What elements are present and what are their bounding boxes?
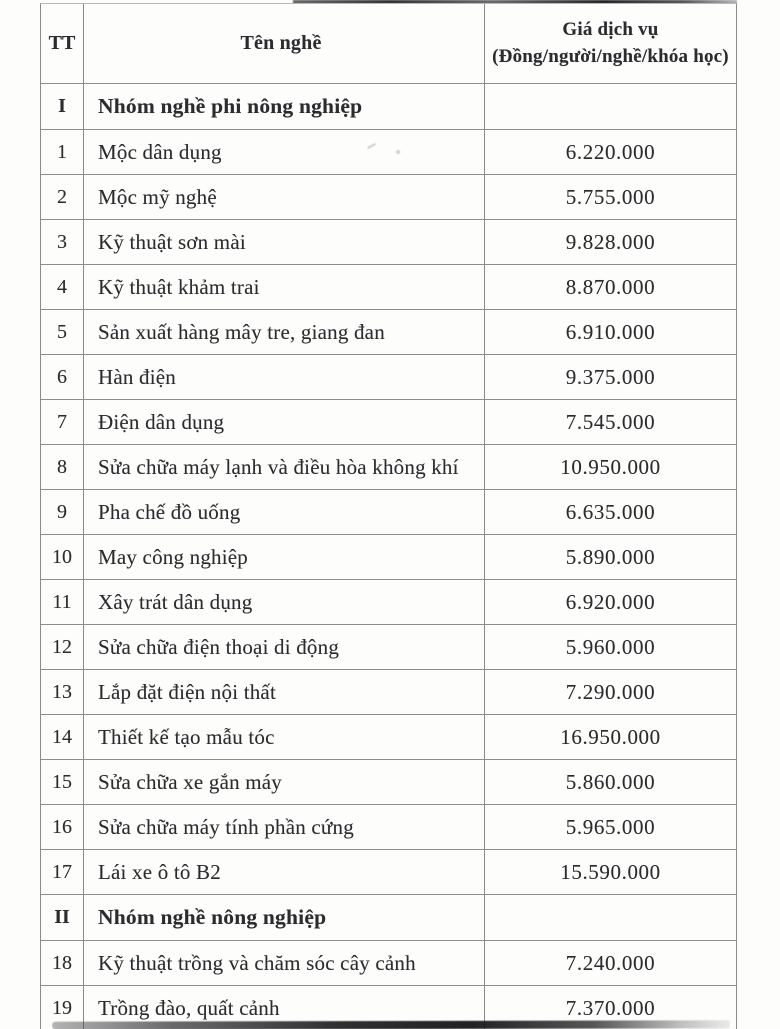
cell-tt: 16 (41, 805, 84, 849)
cell-name: Nhóm nghề nông nghiệp (84, 895, 485, 940)
cell-name: Sửa chữa điện thoại di động (84, 625, 485, 669)
cell-tt: 11 (41, 580, 84, 624)
column-header-name: Tên nghề (84, 4, 485, 83)
cell-name: Lái xe ô tô B2 (84, 850, 485, 894)
cell-name: Mộc mỹ nghệ (84, 175, 485, 219)
cell-price (485, 84, 736, 129)
scan-speck (396, 150, 400, 154)
cell-name: Hàn điện (84, 355, 485, 399)
cell-price: 5.965.000 (565, 814, 656, 839)
table-row (41, 580, 736, 625)
table-row (41, 715, 736, 760)
table-row (41, 265, 736, 310)
cell-name: Xây trát dân dụng (84, 580, 485, 624)
cell-price: 9.375.000 (565, 364, 656, 389)
cell-price: 5.960.000 (565, 634, 656, 659)
cell-name: Sửa chữa máy tính phần cứng (84, 805, 485, 849)
cell-price: 6.920.000 (565, 589, 656, 614)
cell-tt: 17 (41, 850, 84, 894)
cell-price: 7.290.000 (565, 679, 656, 704)
cell-price: 6.910.000 (565, 319, 656, 344)
cell-name: Sửa chữa máy lạnh và điều hòa không khí (84, 445, 485, 489)
cell-price: 16.950.000 (560, 724, 661, 749)
column-header-price (485, 4, 736, 83)
cell-tt: 5 (41, 310, 84, 354)
table-row (41, 490, 736, 535)
cell-tt: 1 (41, 130, 84, 174)
cell-price: 5.860.000 (565, 769, 656, 794)
cell-tt: 10 (41, 535, 84, 579)
cell-tt: 7 (41, 400, 84, 444)
cell-price: 15.590.000 (560, 859, 661, 884)
table-row (41, 310, 736, 355)
table-row (41, 220, 736, 265)
table-row (41, 445, 736, 490)
cell-price: 5.755.000 (565, 184, 656, 209)
cell-tt: II (41, 895, 84, 940)
cell-name: Điện dân dụng (84, 400, 485, 444)
cell-tt: 3 (41, 220, 84, 264)
cell-tt: 8 (41, 445, 84, 489)
cell-price: 7.370.000 (565, 995, 656, 1020)
cell-name: Sản xuất hàng mây tre, giang đan (84, 310, 485, 354)
cell-price: 10.950.000 (560, 454, 661, 479)
cell-tt: 6 (41, 355, 84, 399)
cell-price: 6.220.000 (565, 139, 656, 164)
section-header-row (41, 84, 736, 130)
table-row (41, 130, 736, 175)
cell-name: Lắp đặt điện nội thất (84, 670, 485, 714)
cell-tt: 14 (41, 715, 84, 759)
cell-name: Pha chế đồ uống (84, 490, 485, 534)
cell-price: 6.635.000 (565, 499, 656, 524)
cell-name: Nhóm nghề phi nông nghiệp (84, 84, 485, 129)
cell-tt: 15 (41, 760, 84, 804)
cell-price: 7.545.000 (565, 409, 656, 434)
cell-tt: 19 (41, 986, 84, 1029)
section-header-row (41, 895, 736, 941)
cell-tt: I (41, 84, 84, 129)
cell-name: Thiết kế tạo mẫu tóc (84, 715, 485, 759)
column-header-price-line2: (Đồng/người/nghề/khóa học) (492, 45, 729, 67)
cell-tt: 12 (41, 625, 84, 669)
table-row (41, 400, 736, 445)
cell-name: Kỹ thuật khảm trai (84, 265, 485, 309)
cell-name: Trồng đào, quất cảnh (84, 986, 485, 1029)
table-header-row (41, 4, 736, 84)
table-row (41, 175, 736, 220)
cell-tt: 4 (41, 265, 84, 309)
table-row (41, 760, 736, 805)
cell-price: 5.890.000 (565, 544, 656, 569)
table-row (41, 670, 736, 715)
table-row (41, 625, 736, 670)
cell-tt: 9 (41, 490, 84, 534)
cell-name: Kỹ thuật trồng và chăm sóc cây cảnh (84, 941, 485, 985)
cell-name: Kỹ thuật sơn mài (84, 220, 485, 264)
table-row (41, 941, 736, 986)
table-row (41, 805, 736, 850)
fee-table (40, 3, 737, 1029)
cell-name: May công nghiệp (84, 535, 485, 579)
cell-price: 8.870.000 (565, 274, 656, 299)
cell-price: 9.828.000 (565, 229, 656, 254)
scan-smudge-bottom (52, 1020, 730, 1029)
cell-tt: 2 (41, 175, 84, 219)
table-row (41, 850, 736, 895)
table-row (41, 535, 736, 580)
cell-price (485, 895, 736, 940)
cell-name: Sửa chữa xe gắn máy (84, 760, 485, 804)
cell-tt: 13 (41, 670, 84, 714)
column-header-tt: TT (41, 4, 84, 83)
cell-price: 7.240.000 (565, 950, 656, 975)
column-header-price-line1: Giá dịch vụ (562, 18, 659, 40)
table-row (41, 355, 736, 400)
cell-tt: 18 (41, 941, 84, 985)
cell-name: Mộc dân dụng (84, 130, 485, 174)
